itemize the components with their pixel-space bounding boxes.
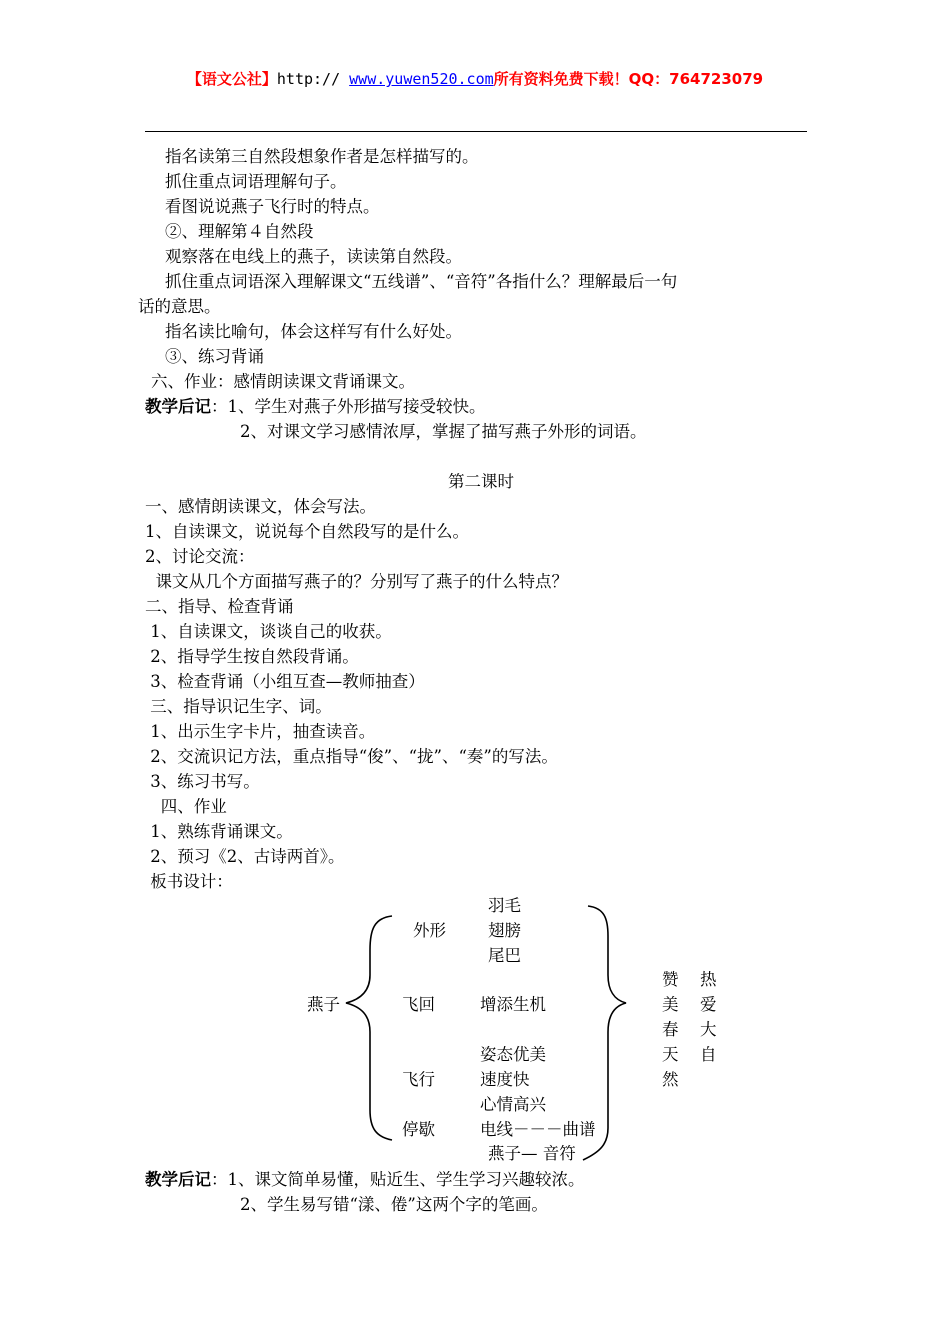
text-line: 四、作业: [145, 797, 227, 816]
text-line: 2、预习《2、古诗两首》。: [145, 847, 345, 866]
notes-label: 教学后记: [145, 1170, 211, 1189]
board-item: 尾巴: [488, 946, 521, 965]
text-line: 三、指导识记生字、词。: [145, 697, 332, 716]
text-line: 1、自读课文，谈谈自己的收获。: [145, 622, 392, 641]
text-line: 3、检查背诵（小组互查—教师抽查）: [145, 672, 425, 691]
board-vertical-char: 天: [662, 1045, 679, 1064]
text-line: ③、练习背诵: [165, 347, 264, 366]
board-vertical-char: 大: [700, 1020, 717, 1039]
text-line: 1、自读课文，说说每个自然段写的是什么。: [145, 522, 469, 541]
notes-item: 2、学生易写错“漾、倦”这两个字的笔画。: [240, 1195, 548, 1214]
text-line: 2、指导学生按自然段背诵。: [145, 647, 359, 666]
text-line: 抓住重点词语理解句子。: [165, 172, 347, 191]
notes-item: ：1、课文简单易懂，贴近生、学生学习兴趣较浓。: [211, 1170, 585, 1189]
text-line: 六、作业：感情朗读课文背诵课文。: [151, 372, 415, 391]
board-item: 增添生机: [480, 995, 546, 1014]
site-name: 【语文公社】: [186, 70, 277, 88]
board-item: 心情高兴: [480, 1095, 546, 1114]
text-line: 二、指导、检查背诵: [145, 597, 294, 616]
text-line: 2、讨论交流：: [145, 547, 255, 566]
text-line: 2、交流识记方法，重点指导“俊”、“拢”、“奏”的写法。: [145, 747, 558, 766]
text-line: 抓住重点词语深入理解课文“五线谱”、“音符”各指什么？理解最后一句: [165, 272, 678, 291]
text-line: 课文从几个方面描写燕子的？分别写了燕子的什么特点？: [145, 572, 568, 591]
board-vertical-char: 美: [662, 995, 679, 1014]
board-vertical-char: 爱: [700, 995, 717, 1014]
board-item: 速度快: [480, 1070, 530, 1089]
text-line: 看图说说燕子飞行时的特点。: [165, 197, 380, 216]
left-brace: [346, 916, 392, 1140]
header-tagline: 所有资料免费下载！QQ：764723079: [493, 70, 764, 88]
text-line: 指名读比喻句，体会这样写有什么好处。: [165, 322, 462, 341]
board-branch: 停歇: [402, 1120, 435, 1139]
board-vertical-char: 赞: [662, 970, 679, 989]
board-branch: 飞行: [402, 1070, 435, 1089]
board-vertical-char: 自: [700, 1045, 717, 1064]
url-protocol: http://: [276, 70, 350, 88]
section-title: 第二课时: [448, 472, 514, 491]
board-item: 翅膀: [488, 921, 521, 940]
board-vertical-char: 春: [662, 1020, 679, 1039]
board-vertical-char: 热: [700, 970, 717, 989]
text-line: 板书设计：: [145, 872, 233, 891]
text-line: 3、练习书写。: [145, 772, 260, 791]
text-line: ②、理解第４自然段: [165, 222, 314, 241]
text-line: 一、感情朗读课文，体会写法。: [145, 497, 376, 516]
board-branch: 外形: [413, 921, 446, 940]
text-line: 话的意思。: [138, 297, 221, 316]
text-line: 指名读第三自然段想象作者是怎样描写的。: [165, 147, 479, 166]
board-center: 燕子: [307, 995, 340, 1014]
board-item: 燕子— 音符: [488, 1144, 576, 1163]
board-vertical-char: 然: [662, 1070, 679, 1089]
text-line: 1、熟练背诵课文。: [145, 822, 293, 841]
board-item: 电线－－－曲谱: [480, 1120, 596, 1139]
notes-label: 教学后记: [145, 397, 211, 416]
board-item: 姿态优美: [480, 1045, 546, 1064]
site-link[interactable]: www.yuwen520.com: [349, 70, 494, 88]
text-line: 观察落在电线上的燕子，读读第自然段。: [165, 247, 462, 266]
teaching-notes: [145, 1169, 585, 1191]
notes-item: ：1、学生对燕子外形描写接受较快。: [211, 397, 486, 416]
board-branch: 飞回: [402, 995, 435, 1014]
board-item: 羽毛: [488, 896, 521, 915]
text-line: 1、出示生字卡片，抽查读音。: [145, 722, 376, 741]
notes-item: 2、对课文学习感情浓厚，掌握了描写燕子外形的词语。: [240, 422, 647, 441]
